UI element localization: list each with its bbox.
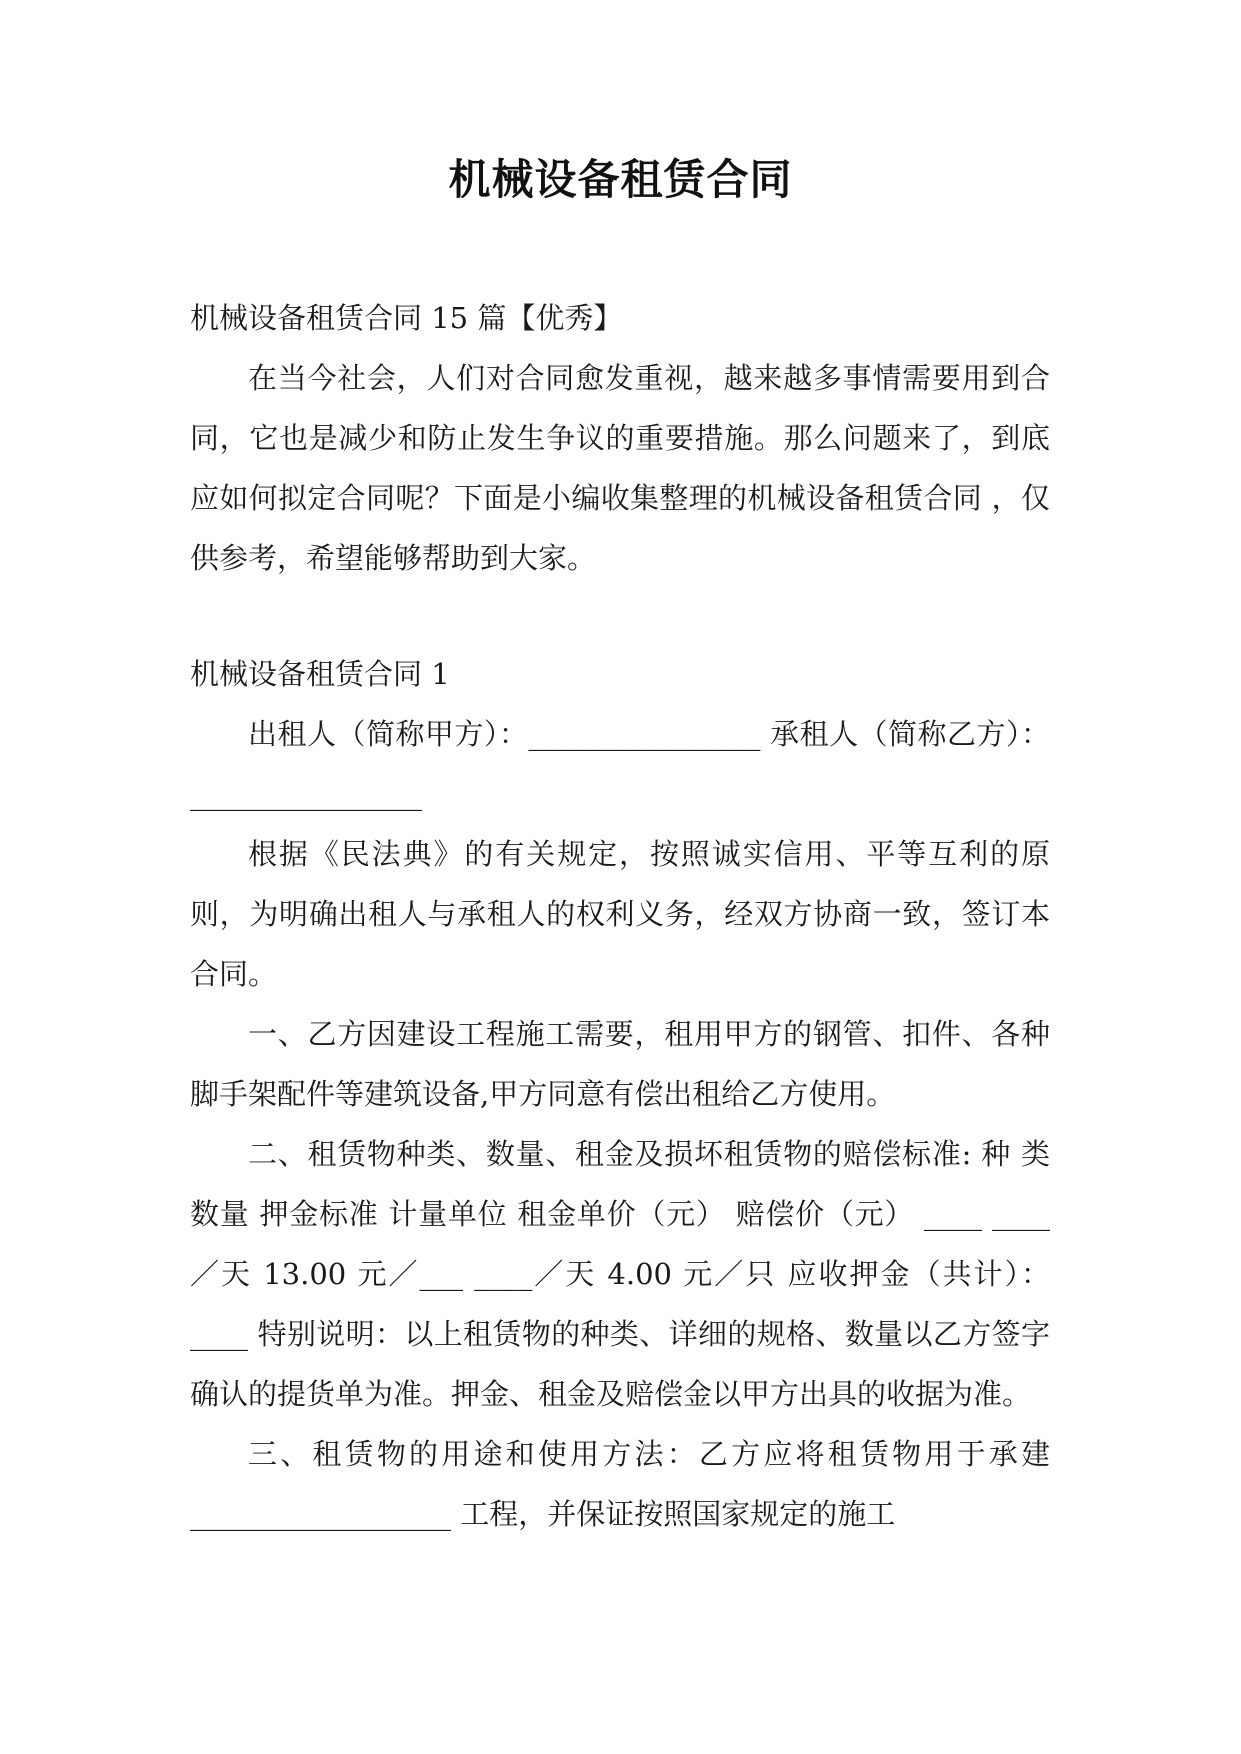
basis-paragraph: 根据《民法典》的有关规定，按照诚实信用、平等互利的原则，为明确出租人与承租人的权利义务，经双方协商一致，签订本合同。 — [190, 837, 1050, 991]
clause-2-paragraph: 二、租赁物种类、数量、租金及损坏租赁物的赔偿标准: 种 类 数量 押金标准 计量单位 租金单价（元） 赔偿价（元） ____ ____／天 13.00 元／___ ____／天 4.00 元／只 应收押金（共计）：____ 特别说明：以上租赁物的种类、详细的规格、数量以乙方签字确认的提货单为准。押金、租金及赔偿金以甲方出具的收据为准。 — [190, 1137, 1050, 1411]
document-body — [190, 288, 1050, 1544]
clause-3-paragraph: 三、租赁物的用途和使用方法：乙方应将租赁物用于承建 __________________ 工程，并保证按照国家规定的施工 — [190, 1437, 1050, 1531]
parties-paragraph: 出租人（简称甲方）：________________ 承租人（简称乙方）：________________ — [190, 717, 1050, 811]
clause-1-paragraph: 一、乙方因建设工程施工需要，租用甲方的钢管、扣件、各种脚手架配件等建筑设备,甲方同意有偿出租给乙方使用。 — [190, 1017, 1050, 1111]
document-title: 机械设备租赁合同 — [448, 155, 793, 204]
section-heading: 机械设备租赁合同 1 — [190, 657, 450, 691]
subtitle-line: 机械设备租赁合同 15 篇【优秀】 — [190, 301, 623, 335]
intro-paragraph: 在当今社会，人们对合同愈发重视，越来越多事情需要用到合同，它也是减少和防止发生争议的重要措施。那么问题来了，到底应如何拟定合同呢？下面是小编收集整理的机械设备租赁合同 ，仅供参考，希望能够帮助到大家。 — [190, 361, 1050, 575]
